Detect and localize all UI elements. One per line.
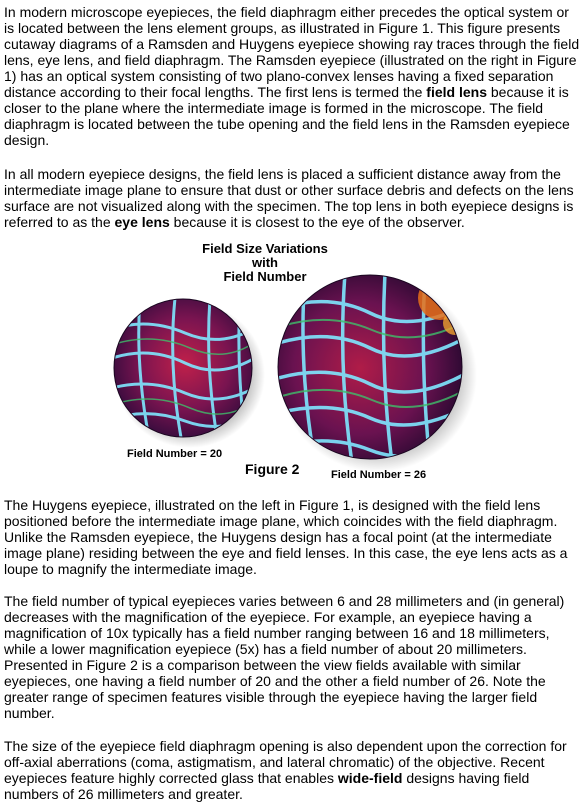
paragraph-2-text-c: because it is closest to the eye of the observer.: [169, 214, 465, 230]
paragraph-1-text-c: because it is closer to the plane where the intermediate image is formed in the microscope. The field diaphragm is located between the tube opening and the field lens in the Ramsden eyepiece design.: [4, 84, 570, 148]
paragraph-2: [4, 166, 580, 230]
paragraph-2-text-a: In all modern eyepiece designs, the field lens is placed a sufficient distance away from the intermediate image plane to ensure that dust or other surface debris and defects on the lens surface are not visualized along with the specimen. The top lens in both eyepiece designs is referred to as the: [4, 166, 574, 230]
figure-title-line-3: Field Number: [223, 269, 307, 284]
figure-title-line-2: with: [252, 255, 278, 270]
figure-2: [0, 238, 583, 488]
figure-label: Figure 2: [245, 461, 300, 477]
paragraph-3: The Huygens eyepiece, illustrated on the left in Figure 1, is designed with the field lens positioned before the intermediate image plane, which coincides with the field diaphragm. Unlike the Ramsden eyepiece, the Huygens design has a focal point (at the intermediate image plane) residing between the eye and field lenses. In this case, the eye lens acts as a loupe to magnify the intermediate image.: [4, 497, 568, 577]
caption-field-number-20: Field Number = 20: [127, 448, 223, 460]
paragraph-4: The field number of typical eyepieces varies between 6 and 28 millimeters and (in general) decreases with the magnification of the eyepiece. For example, an eyepiece having a magnification of 10x typically has a field number ranging between 16 and 18 millimeters, while a lower magnification eyepiece (5x) has a field number of about 20 millimeters. Presented in Figure 2 is a comparison between the view fields available with similar eyepieces, one having a field number of 20 and the other a field number of 26. Note the greater range of specimen features visible through the eyepiece having the larger field number.: [4, 593, 565, 721]
caption-field-number-26: Field Number = 26: [331, 469, 427, 481]
field-lens-term: field lens: [426, 84, 487, 100]
paragraph-5: [4, 738, 580, 802]
paragraph-1-text-a: In modern microscope eyepieces, the field diaphragm either precedes the optical system or is located between the lens element groups, as illustrated in Figure 1. This figure presents cutaway diagrams of a Ramsden and Huygens eyepiece showing ray traces through the field lens, eye lens, and field diaphragm. The Ramsden eyepiece (illustrated on the right in Figure 1) has an optical system consisting of two plano-convex lenses having a fixed separation distance according to their focal lengths. The first lens is termed the: [4, 4, 580, 100]
figure-title-line-1: Field Size Variations: [202, 241, 328, 256]
paragraph-5-text-c: designs having field numbers of 26 millimeters and greater.: [4, 770, 530, 802]
paragraph-1: [4, 4, 580, 148]
eye-lens-term: eye lens: [114, 214, 170, 230]
paragraph-5-text-a: The size of the eyepiece field diaphragm opening is also dependent upon the correction for off-axial aberrations (coma, astigmatism, and lateral chromatic) of the objective. Recent eyepieces feature highly corrected glass that enables: [4, 738, 567, 786]
wide-field-term: wide-field: [337, 770, 403, 786]
figure-title: [150, 242, 380, 284]
